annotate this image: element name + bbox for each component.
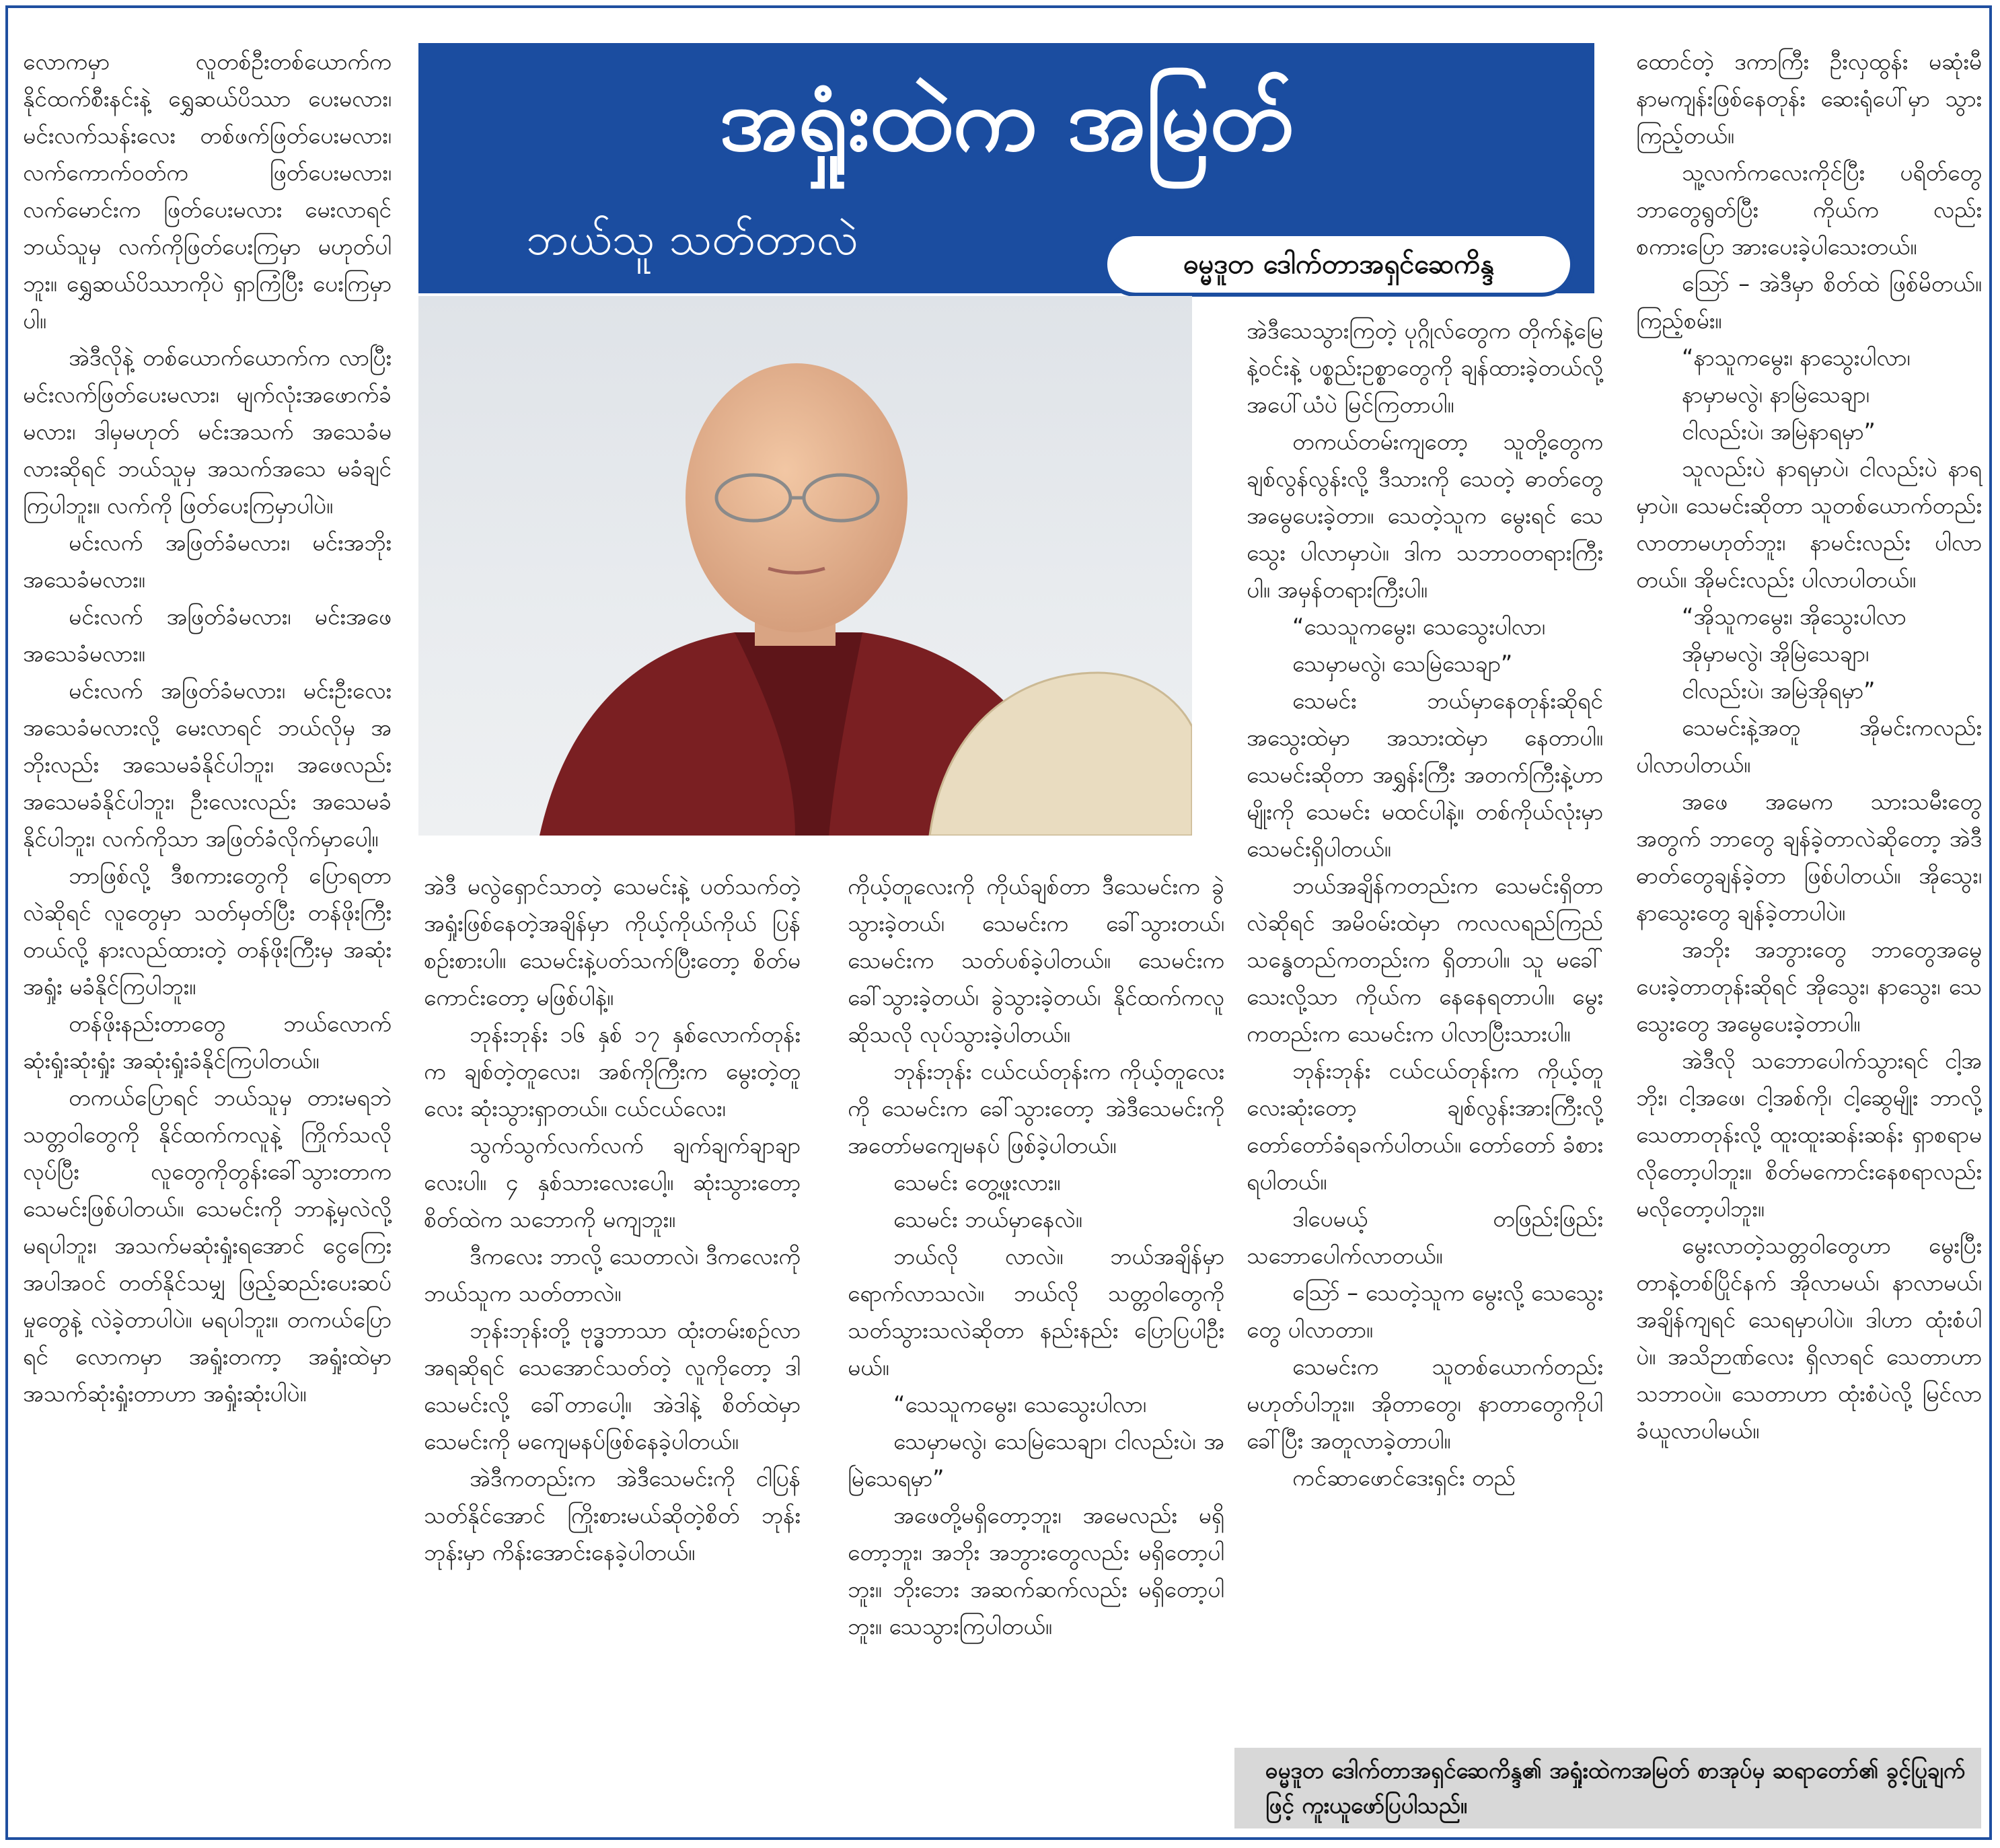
monk-portrait-illustration [418, 296, 1192, 836]
footer-credit: ဓမ္မဒူတ ဒေါက်တာအရှင်ဆေကိန္ဒ၏ အရှုံးထဲကအမြတ် စာအုပ်မှ ဆရာတော်၏ ခွင့်ပြုချက်ဖြင့် ကူးယူဖော်ပြပါသည်။ [1265, 1757, 1965, 1818]
paragraph: “သေသူကမွေး၊ သေသွေးပါလာ၊ [893, 1391, 1146, 1417]
paragraph: သူ့လက်ကလေးကိုင်ပြီး ပရိတ်တွေ ဘာတွေရွတ်ပြီး ကိုယ်က လည်း စကားပြော အားပေးခဲ့ပါသေးတယ်။ [1636, 159, 1982, 260]
paragraph: သေမင်း တွေ့ဖူးလား။ [893, 1169, 1061, 1195]
paragraph: သေမင်း ဘယ်မှာနေတုန်းဆိုရင် အသွေးထဲမှာ အသားထဲမှာ နေတာပါ။ သေမင်းဆိုတာ အရွှန်းကြီး အတက်ကြီးနဲ့ဟာမျိုးကို သေမင်း မထင်ပါနဲ့။ တစ်ကိုယ်လုံးမှာ သေမင်းရှိပါတယ်။ [1247, 688, 1603, 862]
paragraph: ဒါပေမယ့် တဖြည်းဖြည်း သဘောပေါက်လာတယ်။ [1247, 1206, 1603, 1269]
paragraph: အိုမှာမလွဲ၊ အိုမြဲသေချာ၊ [1682, 640, 1869, 667]
paragraph: မင်းလက် အဖြတ်ခံမလား၊ မင်းအဖေ အသေခံမလား။ [23, 603, 392, 667]
paragraph: ဘုန်းဘုန်း ၁၆ နှစ် ၁၇ နှစ်လောက်တုန်းက ချစ်တဲ့တူလေး၊ အစ်ကိုကြီးက မွေးတဲ့တူလေး ဆုံးသွားရှာတယ်။ ငယ်ငယ်လေး၊ [424, 1021, 801, 1121]
paragraph: လောကမှာ လူတစ်ဦးတစ်ယောက်က နိုင်ထက်စီးနင်းနဲ့ ရွှေဆယ်ပိဿာ ပေးမလား၊ မင်းလက်သန်းလေး တစ်ဖက်ဖြတ်ပေးမလား၊ လက်ကောက်ဝတ်က ဖြတ်ပေးမလား၊ လက်မောင်းက ဖြတ်ပေးမလား မေးလာရင် ဘယ်သူမှ လက်ကိုဖြတ်ပေးကြမှာ မဟုတ်ပါဘူး။ ရွှေဆယ်ပိဿာကိုပဲ ရှာကြံပြီး ပေးကြမှာပါ။ [23, 48, 392, 334]
paragraph: မွေးလာတဲ့သတ္တဝါတွေဟာ မွေးပြီးတာနဲ့တစ်ပြိုင်နက် အိုလာမယ်၊ နာလာမယ်၊ အချိန်ကျရင် သေရမှာပါပဲ။ ဒါဟာ ထုံးစံပါပဲ။ အသိဉာဏ်လေး ရှိလာရင် သေတာဟာ သဘာဝပဲ။ သေတာဟာ ထုံးစံပဲလို့ မြင်လာ ခံယူလာပါမယ်။ [1636, 1232, 1982, 1444]
paragraph: ဘယ်အချိန်ကတည်းက သေမင်းရှိတာလဲဆိုရင် အမိဝမ်းထဲမှာ ကလလရည်ကြည် သန္ဓေတည်ကတည်းက ရှိတာပါ။ သူ မခေါ်သေးလို့သာ ကိုယ်က နေနေရတာပါ။ မွေးကတည်းက သေမင်းက ပါလာပြီးသားပါ။ [1247, 873, 1603, 1047]
paragraph: သေမင်းက သူတစ်ယောက်တည်း မဟုတ်ပါဘူး။ အိုတာတွေ၊ နာတာတွေကိုပါခေါ်ပြီး အတူလာခဲ့တာပါ။ [1247, 1354, 1603, 1454]
article-subtitle: ဘယ်သူ သတ်တာလဲ [526, 213, 858, 265]
paragraph: ကိုယ့်တူလေးကို ကိုယ်ချစ်တာ ဒီသေမင်းက ခွဲသွားခဲ့တယ်၊ သေမင်းက ခေါ်သွားတယ်၊ သေမင်းက သတ်ပစ်ခဲ့ပါတယ်။ သေမင်းက ခေါ်သွားခဲ့တယ်၊ ခွဲသွားခဲ့တယ်၊ နိုင်ထက်ကလူ ဆိုသလို လုပ်သွားခဲ့ပါတယ်။ [848, 873, 1224, 1047]
paragraph: သူလည်းပဲ နာရမှာပဲ၊ ငါလည်းပဲ နာရမှာပဲ။ သေမင်းဆိုတာ သူတစ်ယောက်တည်း လာတာမဟုတ်ဘူး၊ နာမင်းလည်း ပါလာတယ်။ အိုမင်းလည်း ပါလာပါတယ်။ [1636, 455, 1982, 593]
footer-credit-box [1234, 1748, 1981, 1828]
paragraph: သေမှာမလွဲ၊ သေမြဲသေချာ” [1292, 651, 1513, 677]
paragraph: အဲဒီ မလွဲရှောင်သာတဲ့ သေမင်းနဲ့ ပတ်သက်တဲ့ အရှုံးဖြစ်နေတဲ့အချိန်မှာ ကိုယ့်ကိုယ်ကိုယ် ပြန်စဉ်းစားပါ။ သေမင်းနဲ့ပတ်သက်ပြီးတော့ စိတ်မကောင်းတော့ မဖြစ်ပါနဲ့။ [424, 873, 801, 1010]
paragraph: အဲဒီကတည်းက အဲဒီသေမင်းကို ငါပြန်သတ်နိုင်အောင် ကြိုးစားမယ်ဆိုတဲ့စိတ် ဘုန်းဘုန်းမှာ ကိန်းအောင်းနေခဲ့ပါတယ်။ [424, 1465, 801, 1565]
paragraph: ဘာဖြစ်လို့ ဒီစကားတွေကို ပြောရတာလဲဆိုရင် လူတွေမှာ သတ်မှတ်ပြီး တန်ဖိုးကြီးတယ်လို့ နားလည်ထားတဲ့ တန်ဖိုးကြီးမှ အဆုံးအရှုံး မခံနိုင်ကြပါဘူး။ [23, 862, 392, 1000]
paragraph: သေမင်း ဘယ်မှာနေလဲ။ [893, 1206, 1082, 1232]
paragraph: “အိုသူကမွေး၊ အိုသွေးပါလာ [1682, 603, 1906, 630]
paragraph: “သေသူကမွေး၊ သေသွေးပါလာ၊ [1292, 614, 1545, 640]
paragraph: တကယ်တမ်းကျတော့ သူတို့တွေက ချစ်လွန်လွန်းလို့ ဒီသားကို သေတဲ့ ဓာတ်တွေ အမွေပေးခဲ့တာ။ သေတဲ့သူက မွေးရင် သေသွေး ပါလာမှာပဲ။ ဒါက သဘာဝတရားကြီးပါ။ အမှန်တရားကြီးပါ။ [1247, 429, 1603, 603]
paragraph: ဘုန်းဘုန်း ငယ်ငယ်တုန်းက ကိုယ့်တူလေးဆုံးတော့ ချစ်လွန်းအားကြီးလို့ တော်တော်ခံရခက်ပါတယ်။ တော်တော် ခံစားရပါတယ်။ [1247, 1058, 1603, 1195]
paragraph: “နာသူကမွေး၊ နာသွေးပါလာ၊ [1682, 344, 1911, 371]
paragraph: ငါလည်းပဲ၊ အမြဲအိုရမှာ” [1682, 677, 1876, 704]
paragraph: ဘုန်းဘုန်းတို့ ဗုဒ္ဓဘာသာ ထုံးတမ်းစဉ်လာအရဆိုရင် သေအောင်သတ်တဲ့ လူကိုတော့ ဒါ သေမင်းလို့ ခေါ်တာပေါ့။ အဲဒါနဲ့ စိတ်ထဲမှာ သေမင်းကို မကျေမနပ်ဖြစ်နေခဲ့ပါတယ်။ [424, 1317, 801, 1454]
paragraph: အဘိုး အဘွားတွေ ဘာတွေအမွေ ပေးခဲ့တာတုန်းဆိုရင် အိုသွေး၊ နာသွေး၊ သေသွေးတွေ အမွေပေးခဲ့တာပါ။ [1636, 936, 1982, 1037]
paragraph: ထောင်တဲ့ ဒကာကြီး ဦးလှထွန်း မဆုံးမီ နာမကျန်းဖြစ်နေတုန်း ဆေးရုံပေါ်မှာ သွားကြည့်တယ်။ [1636, 48, 1982, 149]
paragraph: ကင်ဆာဖောင်ဒေးရှင်း တည် [1292, 1465, 1516, 1491]
paragraph: ဪ – သေတဲ့သူက မွေးလို့ သေသွေးတွေ ပါလာတာ။ [1247, 1280, 1603, 1343]
paragraph: အဖေ အမေက သားသမီးတွေအတွက် ဘာတွေ ချန်ခဲ့တာလဲဆိုတော့ အဲဒီဓာတ်တွေချန်ခဲ့တာ ဖြစ်ပါတယ်။ အိုသွေး၊ နာသွေးတွေ ချန်ခဲ့တာပါပဲ။ [1636, 788, 1982, 926]
paragraph: ဒီကလေး ဘာလို့ သေတာလဲ၊ ဒီကလေးကို ဘယ်သူက သတ်တာလဲ။ [424, 1243, 801, 1306]
paragraph: အဲဒီသေသွားကြတဲ့ ပုဂ္ဂိုလ်တွေက တိုက်နဲ့မြေနဲ့ဝင်းနဲ့ ပစ္စည်းဥစ္စာတွေကို ချန်ထားခဲ့တယ်လို့ အပေါ်ယံပဲ မြင်ကြတာပါ။ [1247, 318, 1603, 418]
paragraph: ဘုန်းဘုန်း ငယ်ငယ်တုန်းက ကိုယ့်တူလေးကို သေမင်းက ခေါ်သွားတော့ အဲဒီသေမင်းကို အတော်မကျေမနပ် ဖြစ်ခဲ့ပါတယ်။ [848, 1058, 1224, 1158]
column-3 [848, 868, 1224, 1645]
paragraph: အဖေတို့မရှိတော့ဘူး၊ အမေလည်း မရှိတော့ဘူး၊ အဘိုး အဘွားတွေလည်း မရှိတော့ပါဘူး။ ဘိုးဘေး အဆက်ဆက်လည်း မရှိတော့ပါဘူး။ သေသွားကြပါတယ်။ [848, 1502, 1224, 1639]
column-5 [1636, 43, 1982, 1449]
paragraph: ဪ – အဲဒီမှာ စိတ်ထဲ ဖြစ်မိတယ်။ ကြည့်စမ်း။ [1636, 270, 1982, 334]
paragraph: ငါလည်းပဲ၊ အမြဲနာရမှာ” [1682, 418, 1876, 445]
paragraph: တန်ဖိုးနည်းတာတွေ ဘယ်လောက် ဆုံးရှုံးဆုံးရှုံး အဆုံးရှုံးခံနိုင်ကြပါတယ်။ [23, 1010, 392, 1074]
author-photo [418, 296, 1192, 836]
paragraph: ဘယ်လို လာလဲ။ ဘယ်အချိန်မှာ ရောက်လာသလဲ။ ဘယ်လို သတ္တဝါတွေကို သတ်သွားသလဲဆိုတာ နည်းနည်း ပြောပြပါဦးမယ်။ [848, 1243, 1224, 1380]
paragraph: နာမှာမလွဲ၊ နာမြဲသေချာ၊ [1682, 381, 1869, 408]
paragraph: တကယ်ပြောရင် ဘယ်သူမှ တားမရဘဲ သတ္တဝါတွေကို နိုင်ထက်ကလူနဲ့ ကြိုက်သလိုလုပ်ပြီး လူတွေကိုတွန်းခေါ်သွားတာက သေမင်းဖြစ်ပါတယ်။ သေမင်းကို ဘာနဲ့မှလဲလို့ မရပါဘူး၊ အသက်မဆုံးရှုံးရအောင် ငွေကြေးအပါအဝင် တတ်နိုင်သမျှ ဖြည့်ဆည်းပေးဆပ်မှုတွေနဲ့ လဲခဲ့တာပါပဲ။ မရပါဘူး။ တကယ်ပြောရင် လောကမှာ အရှုံးတကာ့ အရှုံးထဲမှာ အသက်ဆုံးရှုံးတာဟာ အရှုံးဆုံးပါပဲ။ [23, 1084, 392, 1407]
paragraph: အဲဒီလိုနဲ့ တစ်ယောက်ယောက်က လာပြီး မင်းလက်ဖြတ်ပေးမလား၊ မျက်လုံးအဖောက်ခံမလား၊ ဒါမှမဟုတ် မင်းအသက် အသေခံမလားဆိုရင် ဘယ်သူမှ အသက်အသေ မခံချင်ကြပါဘူး။ လက်ကို ဖြတ်ပေးကြမှာပါပဲ။ [23, 344, 392, 519]
paragraph: မင်းလက် အဖြတ်ခံမလား၊ မင်းအဘိုး အသေခံမလား။ [23, 529, 392, 593]
paragraph: အဲဒီလို သဘောပေါက်သွားရင် ငါ့အဘိုး၊ ငါ့အဖေ၊ ငါ့အစ်ကို၊ ငါ့ဆွေမျိုး ဘာလို့ သေတာတုန်းလို့ ထူးထူးဆန်းဆန်း ရှာစရာမလိုတော့ပါဘူး။ စိတ်မကောင်းနေစရာလည်း မလိုတော့ပါဘူး။ [1636, 1047, 1982, 1222]
author-name: ဓမ္မဒူတ ဒေါက်တာအရှင်ဆေကိန္ဒ [1183, 249, 1495, 280]
column-4 [1247, 312, 1603, 1496]
paragraph: သွက်သွက်လက်လက် ချက်ချက်ချာချာလေးပါ။ ၄ နှစ်သားလေးပေါ့။ ဆုံးသွားတော့ စိတ်ထဲက သဘောကို မကျဘူး။ [424, 1132, 801, 1232]
paragraph: သေမှာမလွဲ၊ သေမြဲသေချာ၊ ငါလည်းပဲ၊ အမြဲသေရမှာ” [848, 1428, 1224, 1491]
paragraph: မင်းလက် အဖြတ်ခံမလား၊ မင်းဦးလေး အသေခံမလားလို့ မေးလာရင် ဘယ်လိုမှ အဘိုးလည်း အသေမခံနိုင်ပါဘူး၊ အဖေလည်း အသေမခံနိုင်ပါဘူး၊ ဦးလေးလည်း အသေမခံနိုင်ပါဘူး၊ လက်ကိုသာ အဖြတ်ခံလိုက်မှာပေါ့။ [23, 677, 392, 852]
article-title: အရှုံးထဲက အမြတ် [719, 70, 1294, 170]
author-badge [1103, 232, 1574, 297]
paragraph: သေမင်းနဲ့အတူ အိုမင်းကလည်း ပါလာပါတယ်။ [1636, 714, 1982, 778]
column-1 [23, 43, 392, 1412]
column-2 [424, 868, 801, 1571]
